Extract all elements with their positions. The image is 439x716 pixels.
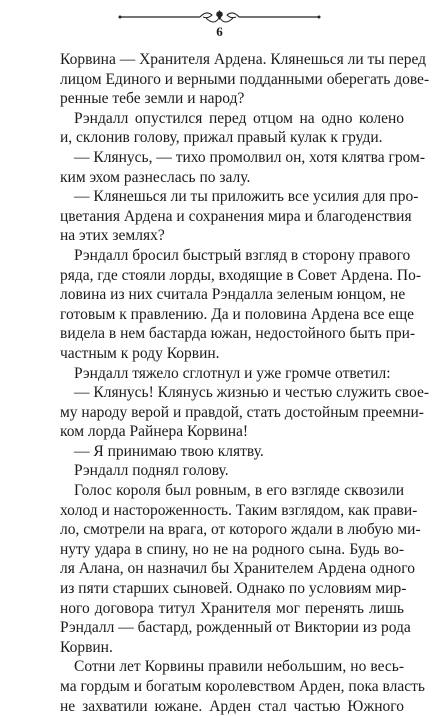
text-line: Сотни лет Корвины правили небольшим, но весь- [74, 658, 404, 676]
text-line: ного договора титул Хранителя мог перенять лишь [60, 599, 404, 617]
text-line: — Клянешься ли ты приложить все усилия для про- [74, 188, 419, 206]
text-line: частным к роду Корвин. [60, 344, 220, 362]
text-line: ловина из них считала Рэндалла зеленым юнцом, не [60, 286, 406, 304]
text-line: — Клянусь, — тихо промолвил он, хотя клятва гром- [74, 148, 426, 166]
text-line: холод и настороженность. Таким взглядом, как прави- [60, 501, 418, 519]
text-line: и, склонив голову, прижал правый кулак к груди. [60, 129, 383, 147]
body-text [60, 50, 430, 716]
text-line: Голос короля был ровным, в его взгляде сквозили [74, 482, 404, 500]
text-line: из пяти старших сыновей. Однако по условиям мир- [60, 580, 407, 598]
text-line: на этих землях? [60, 227, 165, 245]
text-line: не захватили южане. Арден стал частью Южного [60, 697, 404, 715]
text-line: ренные тебе земли и народ? [60, 90, 245, 108]
text-line: готовым к правлению. Да и половина Ардена все еще [60, 305, 415, 323]
text-line: нуту удара в спину, но не на родного сына. Будь во- [60, 540, 404, 558]
text-line: ло, смотрели на врага, от которого ждали в любую ми- [60, 521, 421, 539]
text-line: Рэндалл — бастард, рожденный от Виктории из рода [60, 619, 411, 637]
text-line: ля Алана, он назначил бы Хранителем Ардена одного [60, 560, 415, 578]
text-line: Корвина — Хранителя Ардена. Клянешься ли ты перед [60, 51, 427, 68]
text-line: — Клянусь! Клянусь жизнью и честью служить свое- [74, 384, 429, 402]
text-line: му народу верой и правдой, стать достойным преемни- [60, 403, 424, 421]
text-line: ком лорда Райнера Корвина! [60, 423, 249, 441]
text-line: Рэндалл поднял голову. [74, 462, 229, 480]
text-line: лицом Единого и верными подданными оберегать дове- [60, 70, 430, 88]
text-line: Рэндалл тяжело сглотнул и уже громче ответил: [74, 364, 391, 382]
text-line: — Я принимаю твою клятву. [74, 442, 264, 460]
text-line: Рэндалл опустился перед отцом на одно колено [74, 109, 404, 127]
text-line: ряда, где стояли лорды, входящие в Совет Ардена. По- [60, 266, 421, 284]
text-line: цветания Ардена и сохранения мира и благоденствия [60, 207, 412, 225]
text-line: ким эхом разнеслась по залу. [60, 168, 251, 186]
text-line: Корвин. [60, 638, 113, 656]
text-line: видела в нем бастарда южан, недостойного быть при- [60, 325, 416, 343]
text-line: ма гордым и богатым королевством Арден, пока власть [60, 678, 425, 695]
page-number: 6 [216, 24, 223, 39]
text-line: Рэндалл бросил быстрый взгляд в сторону правого [74, 246, 411, 264]
